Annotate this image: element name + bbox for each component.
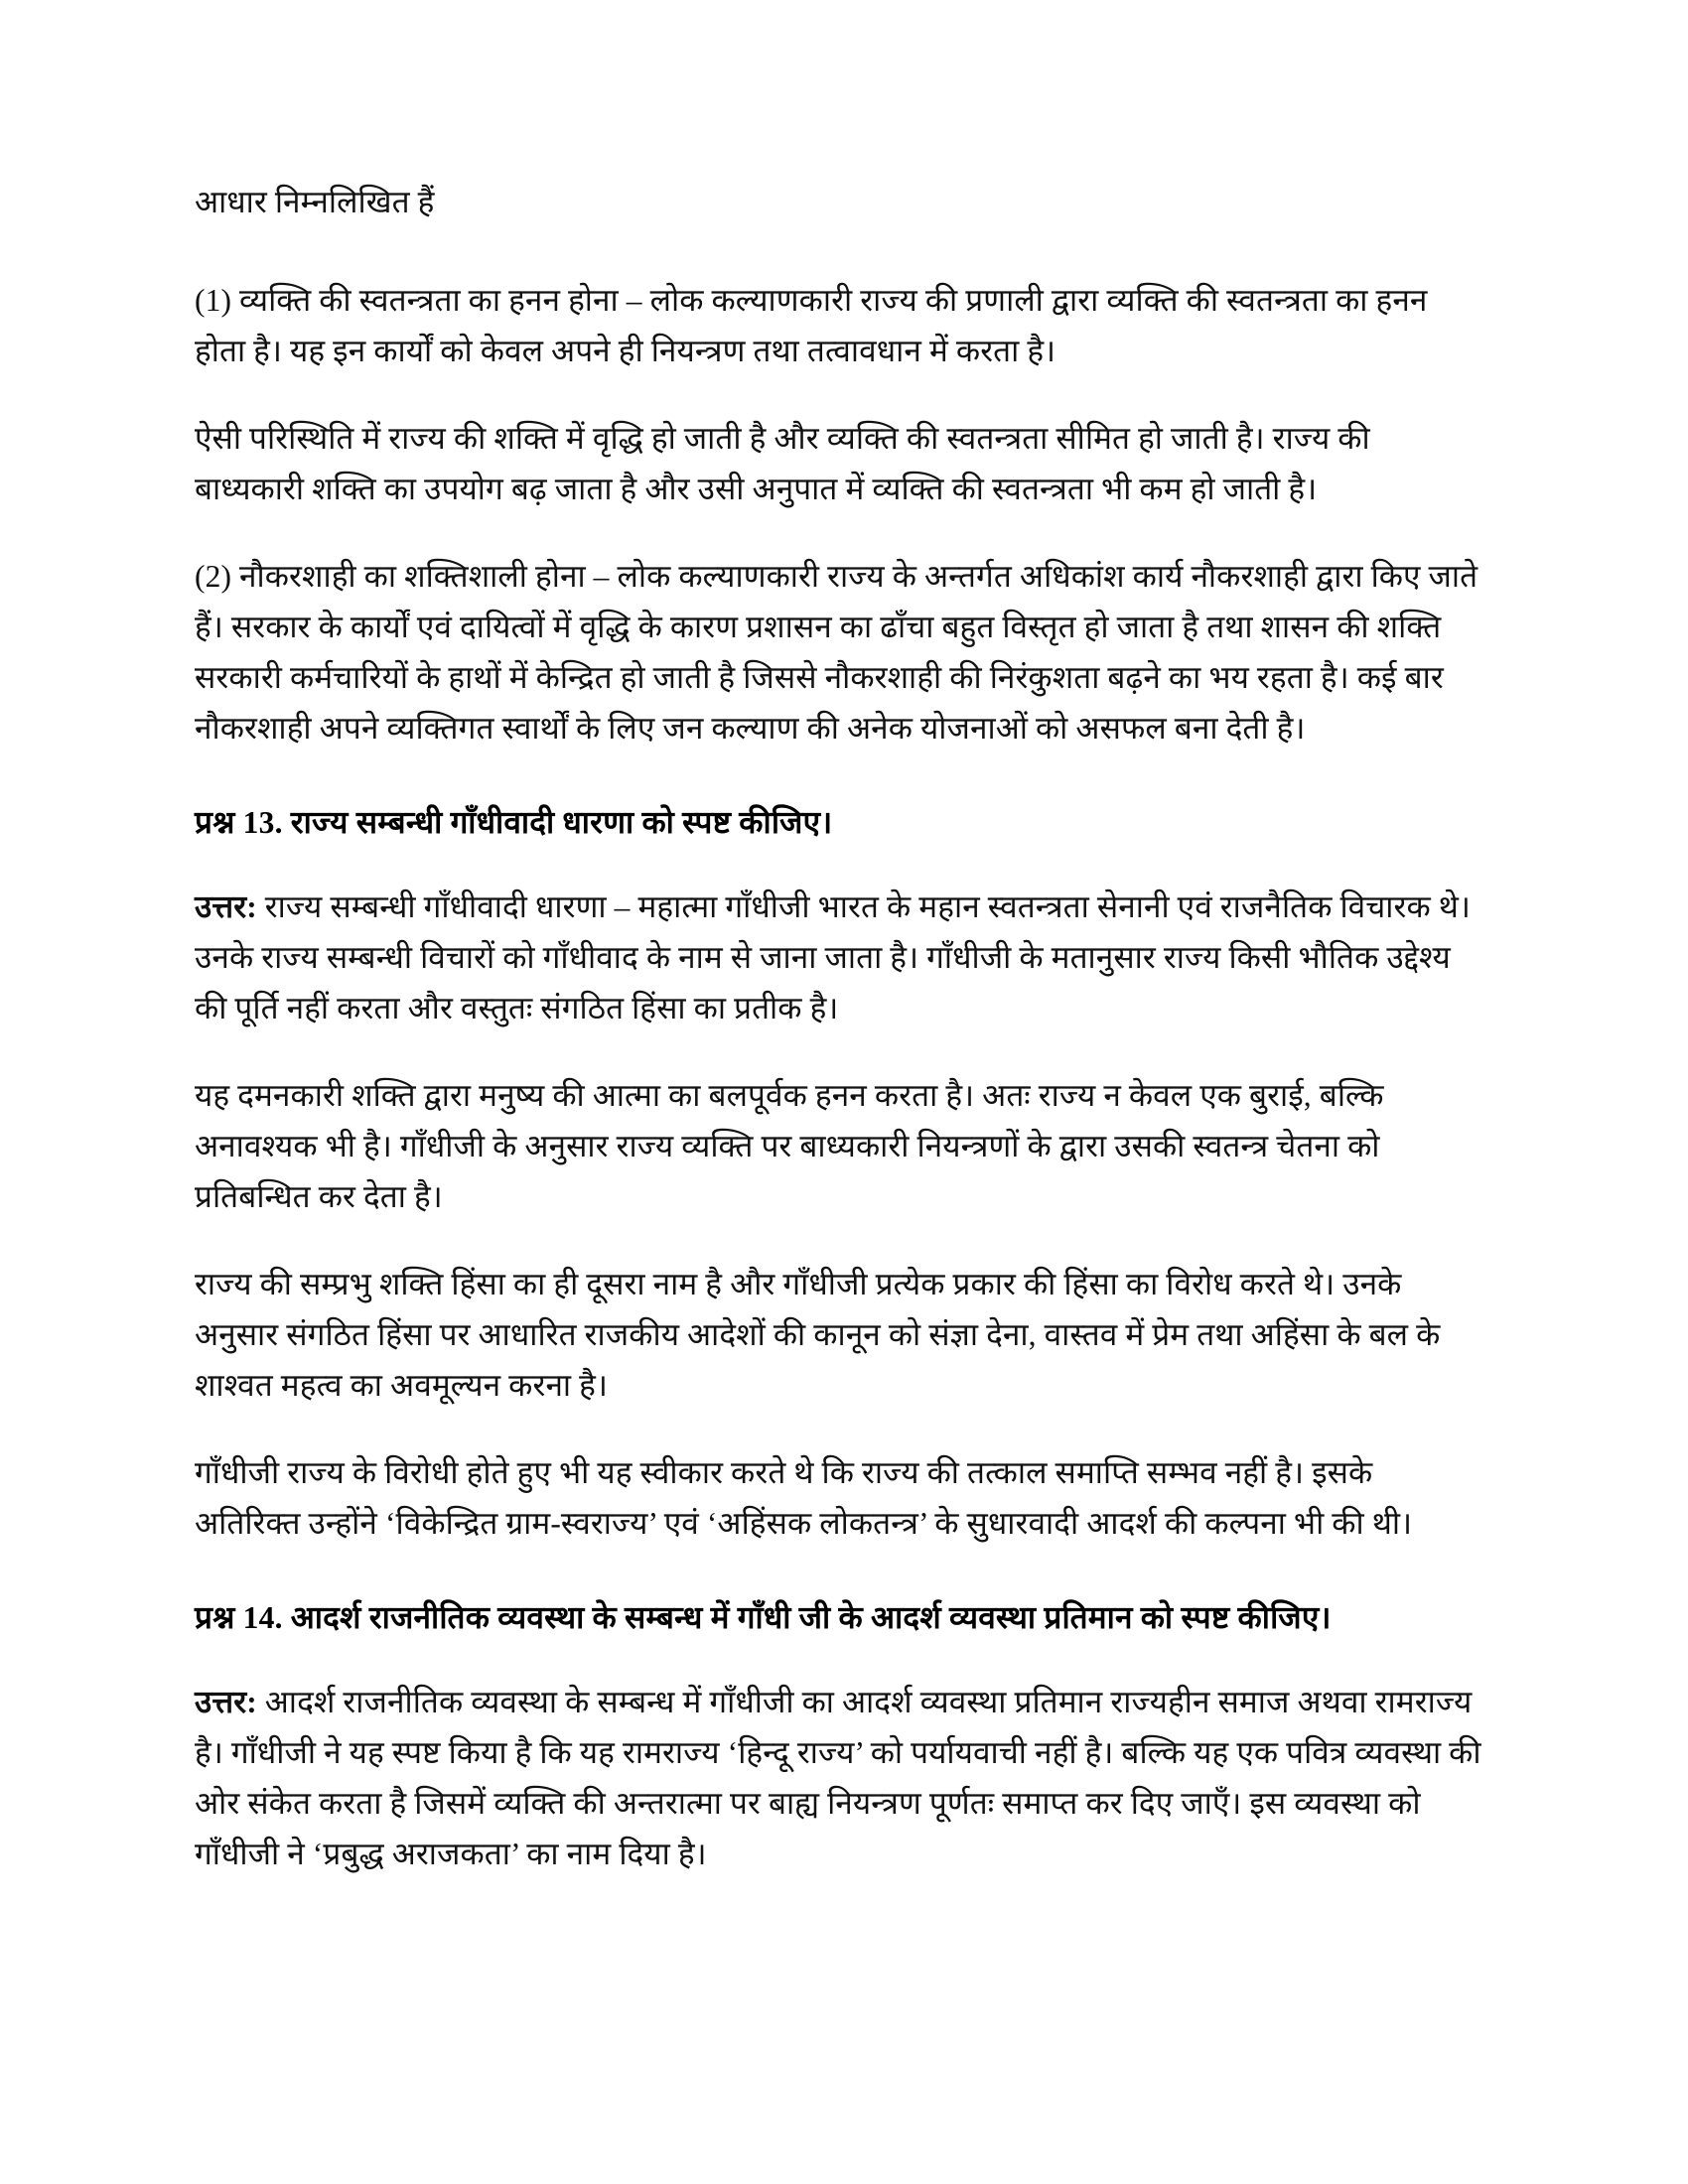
answer-13-paragraph-4: गाँधीजी राज्य के विरोधी होते हुए भी यह स्वीकार करते थे कि राज्य की तत्काल समाप्ति सम्भव नहीं है। इसके अतिरिक्त उन्होंने ‘विकेन्द्रित ग्राम-स्वराज्य’ एवं ‘अहिंसक लोकतन्त्र’ के सुधारवादी आदर्श की कल्पना भी की थी। <box>195 1455 1413 1542</box>
paragraph-point-2: (2) नौकरशाही का शक्तिशाली होना – लोक कल्याणकारी राज्य के अन्तर्गत अधिकांश कार्य नौकरशाही द्वारा किए जाते हैं। सरकार के कार्यों एवं दायित्वों में वृद्धि के कारण प्रशासन का ढाँचा बहुत विस्तृत हो जाता है तथा शासन की शक्ति सरकारी कर्मचारियों के हाथों में केन्द्रित हो जाती है जिससे नौकरशाही की निरंकुशता बढ़ने का भय रहता है। कई बार नौकरशाही अपने व्यक्तिगत स्वार्थों के लिए जन कल्याण की अनेक योजनाओं को असफल बना देती है। <box>195 559 1478 747</box>
answer-label: उत्तर: <box>195 1685 257 1720</box>
question-14-heading: प्रश्न 14. आदर्श राजनीतिक व्यवस्था के सम्बन्ध में गाँधी जी के आदर्श व्यवस्था प्रतिमान को स्पष्ट कीजिए। <box>195 1600 1332 1636</box>
question-13-heading: प्रश्न 13. राज्य सम्बन्धी गाँधीवादी धारणा को स्पष्ट कीजिए। <box>195 805 833 841</box>
answer-13-paragraph-2: यह दमनकारी शक्ति द्वारा मनुष्य की आत्मा का बलपूर्वक हनन करता है। अतः राज्य न केवल एक बुराई, बल्कि अनावश्यक भी है। गाँधीजी के अनुसार राज्य व्यक्ति पर बाध्यकारी नियन्त्रणों के द्वारा उसकी स्वतन्त्र चेतना को प्रतिबन्धित कर देता है। <box>195 1078 1384 1215</box>
answer-13-paragraph-3: राज्य की सम्प्रभु शक्ति हिंसा का ही दूसरा नाम है और गाँधीजी प्रत्येक प्रकार की हिंसा का विरोध करते थे। उनके अनुसार संगठित हिंसा पर आधारित राजकीय आदेशों की कानून को संज्ञा देना, वास्तव में प्रेम तथा अहिंसा के बल के शाश्वत महत्व का अवमूल्यन करना है। <box>195 1267 1441 1404</box>
document-body <box>195 177 1485 1916</box>
answer-label: उत्तर: <box>195 889 257 925</box>
answer-13-text-1: राज्य सम्बन्धी गाँधीवादी धारणा – महात्मा गाँधीजी भारत के महान स्वतन्त्रता सेनानी एवं राजनैतिक विचारक थे। उनके राज्य सम्बन्धी विचारों को गाँधीवाद के नाम से जाना जाता है। गाँधीजी के मतानुसार राज्य किसी भौतिक उद्देश्य की पूर्ति नहीं करता और वस्तुतः संगठित हिंसा का प्रतीक है। <box>195 889 1472 1026</box>
answer-13-paragraph-1 <box>195 882 1485 1033</box>
answer-14-text-1: आदर्श राजनीतिक व्यवस्था के सम्बन्ध में गाँधीजी का आदर्श व्यवस्था प्रतिमान राज्यहीन समाज अथवा रामराज्य है। गाँधीजी ने यह स्पष्ट किया है कि यह रामराज्य ‘हिन्दू राज्य’ को पर्यायवाची नहीं है। बल्कि यह एक पवित्र व्यवस्था की ओर संकेत करता है जिसमें व्यक्ति की अन्तरात्मा पर बाह्य नियन्त्रण पूर्णतः समाप्त कर दिए जाएँ। इस व्यवस्था को गाँधीजी ने ‘प्रबुद्ध अराजकता’ का नाम दिया है। <box>195 1685 1481 1872</box>
answer-14-paragraph-1 <box>195 1677 1485 1879</box>
paragraph-point-1-continued: ऐसी परिस्थिति में राज्य की शक्ति में वृद्धि हो जाती है और व्यक्ति की स्वतन्त्रता सीमित हो जाती है। राज्य की बाध्यकारी शक्ति का उपयोग बढ़ जाता है और उसी अनुपात में व्यक्ति की स्वतन्त्रता भी कम हो जाती है। <box>195 421 1370 507</box>
intro-line: आधार निम्नलिखित हैं <box>195 185 435 219</box>
paragraph-point-1: (1) व्यक्ति की स्वतन्त्रता का हनन होना – लोक कल्याणकारी राज्य की प्रणाली द्वारा व्यक्ति की स्वतन्त्रता का हनन होता है। यह इन कार्यों को केवल अपने ही नियन्त्रण तथा तत्वावधान में करता है। <box>195 283 1428 369</box>
